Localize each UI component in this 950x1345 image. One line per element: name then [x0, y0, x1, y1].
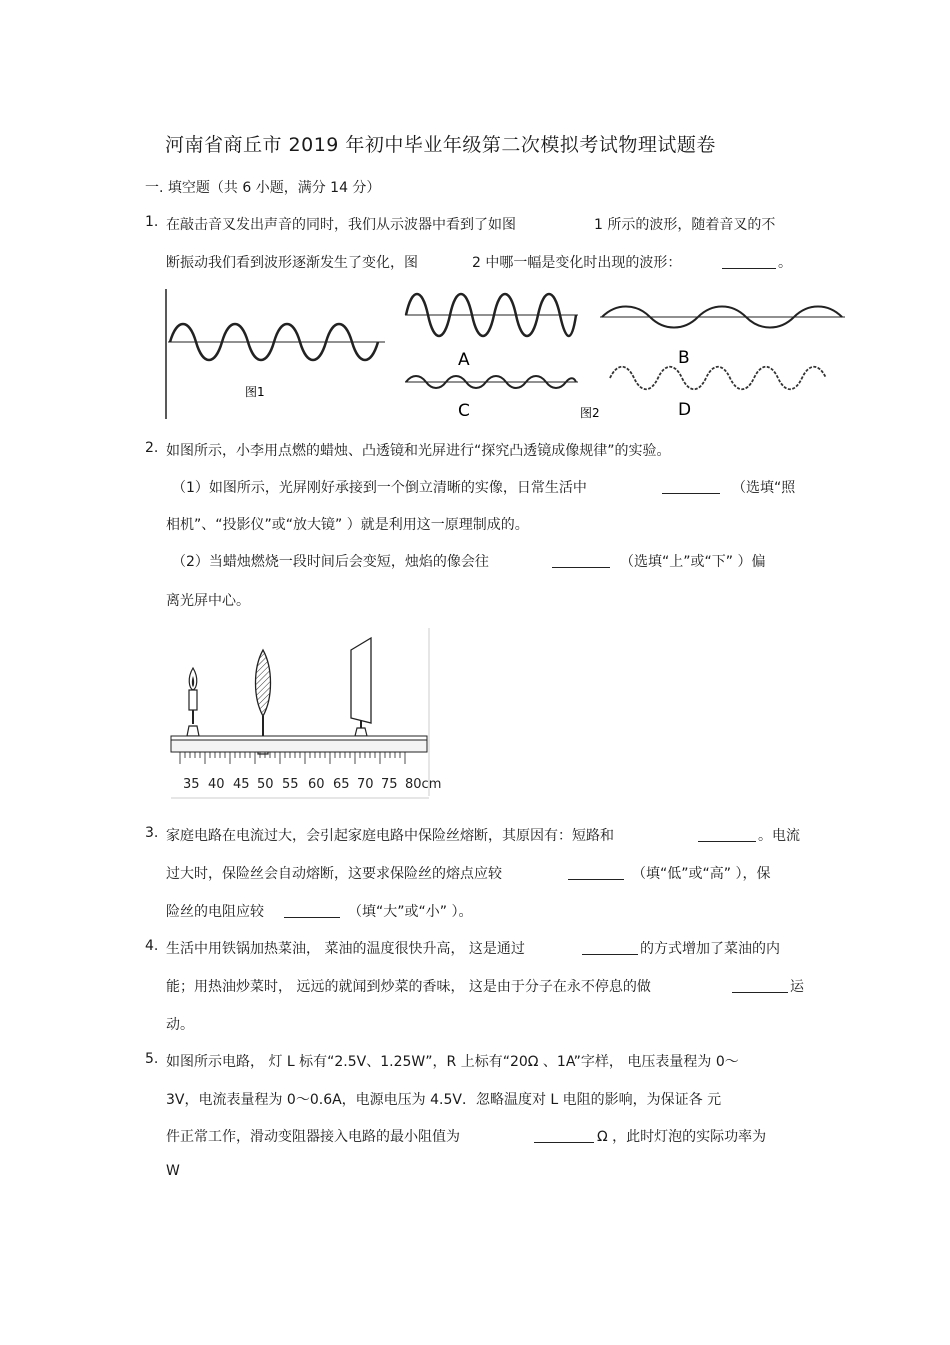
q2-number: 2. [145, 440, 159, 456]
waveform-figure [160, 285, 850, 425]
q4-text: 动。 [166, 1017, 194, 1033]
q2-text: （2）当蜡烛燃烧一段时间后会变短，烛焰的像会往 [172, 554, 489, 570]
page-title: 河南省商丘市 2019 年初中毕业年级第二次模拟考试物理试题卷 [165, 134, 716, 156]
q3-answer-blank-2[interactable] [568, 865, 624, 880]
scale-label: 65 [333, 777, 350, 792]
q2-answer-blank-1[interactable] [662, 479, 720, 494]
q5-text: 3V，电流表量程为 0～0.6A，电源电压为 4.5V．忽略温度对 L 电阻的影响，为保证各 元 [166, 1092, 722, 1108]
scale-label: 35 [183, 777, 200, 792]
convex-lens [256, 650, 271, 716]
q3-number: 3. [145, 825, 159, 841]
optical-bench-figure [165, 628, 455, 803]
scale-label: 40 [208, 777, 225, 792]
scale-label: 75 [381, 777, 398, 792]
q2-text: （选填“上”或“下” ）偏 [620, 554, 766, 570]
q3-text: 。电流 [758, 828, 800, 844]
q5-text: 件正常工作，滑动变阻器接入电路的最小阻值为 [166, 1129, 460, 1145]
q2-text: （1）如图所示，光屏刚好承接到一个倒立清晰的实像，日常生活中 [172, 480, 587, 496]
q2-answer-blank-2[interactable] [552, 553, 610, 568]
q2-text: （选填“照 [732, 480, 796, 496]
q4-text: 运 [790, 979, 804, 995]
q1-number: 1. [145, 214, 159, 230]
q1-text: 2 中哪一幅是变化时出现的波形： [472, 255, 682, 271]
q2-text: 离光屏中心。 [166, 593, 250, 609]
q2-text: 相机”、“投影仪”或“放大镜” ）就是利用这一原理制成的。 [166, 517, 529, 533]
q3-text: 家庭电路在电流过大，会引起家庭电路中保险丝熔断，其原因有：短路和 [166, 828, 614, 844]
q1-text: 。 [778, 255, 792, 271]
q3-text: （填“大”或“小” ）。 [348, 904, 473, 920]
q5-number: 5. [145, 1051, 159, 1067]
scale-label: 70 [357, 777, 374, 792]
section-heading: 一. 填空题（共 6 小题，满分 14 分） [145, 180, 381, 196]
bench-scale-labels [183, 777, 441, 792]
scale-label: 60 [308, 777, 325, 792]
scale-label: 45 [233, 777, 250, 792]
q5-answer-blank-1[interactable] [534, 1128, 594, 1143]
scale-label: 55 [282, 777, 299, 792]
q1-text: 断振动我们看到波形逐渐发生了变化，图 [166, 255, 418, 271]
option-c-label: C [458, 401, 470, 421]
q1-answer-blank[interactable] [722, 254, 776, 269]
q3-text: （填“低”或“高” ），保 [632, 866, 771, 882]
scale-label: 50 [257, 777, 274, 792]
q2-text: 如图所示，小李用点燃的蜡烛、凸透镜和光屏进行“探究凸透镜成像规律”的实验。 [166, 443, 671, 459]
q5-text: Ω ，此时灯泡的实际功率为 [597, 1129, 767, 1145]
q3-answer-blank-3[interactable] [284, 903, 340, 918]
q4-answer-blank-2[interactable] [732, 978, 788, 993]
q3-text: 险丝的电阻应较 [166, 904, 264, 920]
q5-text: W [166, 1163, 180, 1179]
q1-text: 在敲击音叉发出声音的同时，我们从示波器中看到了如图 [166, 217, 516, 233]
bench-scale-ticks [180, 752, 405, 764]
q3-text: 过大时，保险丝会自动熔断，这要求保险丝的熔点应较 [166, 866, 502, 882]
option-d-label: D [678, 400, 692, 420]
option-b-label: B [678, 348, 690, 368]
q1-text: 1 所示的波形，随着音叉的不 [594, 217, 776, 233]
q4-number: 4. [145, 938, 159, 954]
light-screen [351, 638, 371, 723]
fig1-label: 图1 [245, 385, 265, 399]
option-a-label: A [458, 350, 470, 370]
scale-label: 80cm [405, 777, 442, 792]
q5-text: 如图所示电路， 灯 L 标有“2.5V、1.25W”，R 上标有“20Ω 、1A”字样， 电压表量程为 0～ [166, 1054, 739, 1070]
fig2-label: 图2 [580, 406, 600, 420]
q4-answer-blank-1[interactable] [582, 940, 638, 955]
q3-answer-blank-1[interactable] [698, 827, 756, 842]
q4-text: 能；用热油炒菜时， 远远的就闻到炒菜的香味， 这是由于分子在永不停息的做 [166, 979, 651, 995]
q4-text: 生活中用铁锅加热菜油， 菜油的温度很快升高， 这是通过 [166, 941, 525, 957]
q4-text: 的方式增加了菜油的内 [640, 941, 780, 957]
candle [189, 690, 197, 710]
wave-d [610, 367, 826, 390]
